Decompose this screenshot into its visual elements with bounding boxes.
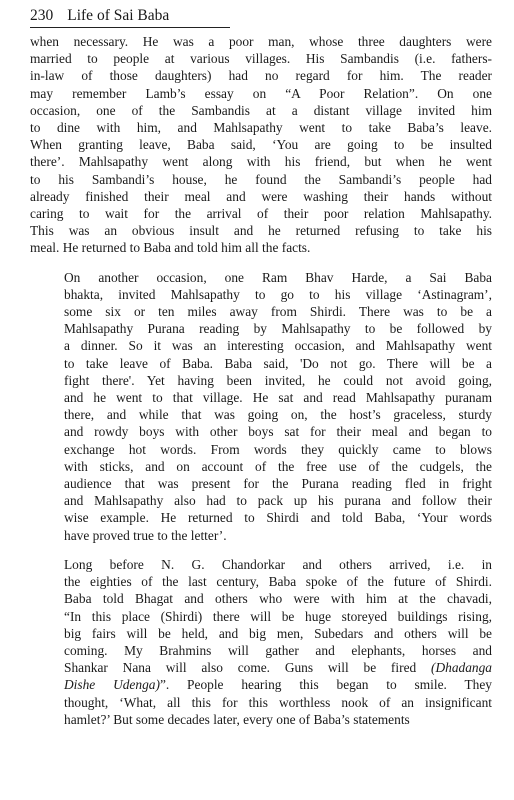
text-run: Baba told Bhagat and others who were with him at the chavadi, [64,591,492,607]
text-run: thought, ‘What, all this for this worthless nook of an insignificant [64,694,492,710]
text-run: to dine with him, and Mahlsapathy went to take Baba’s leave. [30,120,492,136]
text-line [30,171,492,188]
text-line [30,492,492,509]
text-run: When granting leave, Baba said, ‘You are going to be insulted [30,137,492,153]
text-line [30,33,492,50]
text-line [30,372,492,389]
text-line [30,286,492,303]
text-line [30,441,492,458]
text-run: coming. My Brahmins will gather and elephants, horses and [64,642,492,658]
text-run: big fairs will be held, and big men, Subedars and others will be [64,625,492,641]
text-run: fight there'. Yet having been invited, he could not avoid going, [64,372,492,388]
text-run: Long before N. G. Chandorkar and others arrived, i.e. in [64,556,492,572]
text-line [30,676,492,693]
text-run: in-law of those daughters) had no regard for him. The reader [30,68,492,84]
text-line [30,556,492,573]
running-title: Life of Sai Baba [67,7,170,24]
text-line [30,527,492,544]
text-line [30,458,492,475]
text-run: with sticks, and on account of the free use of the cudgels, the [64,458,492,474]
text-run: occasion, one of the Sambandis at a distant village invited him [30,102,492,118]
text-line [30,694,492,711]
text-run: to his Sambandi’s house, he found the Sambandi’s people had [30,171,492,187]
text-run: and he went to that village. He sat and read Mahlsapathy puranam [64,390,492,406]
text-line [30,573,492,590]
paragraph [30,556,492,728]
text-run: have proved true to the letter’. [64,527,227,543]
text-run: some six or ten miles away from Shirdi. There was to be a [64,304,492,320]
text-line [30,608,492,625]
text-run: when necessary. He was a poor man, whose three daughters were [30,34,492,49]
text-run: to take leave of Baba. Baba said, 'Do not go. There will be a [64,355,492,371]
text-run: hamlet?’ But some decades later, every one of Baba’s statements [64,711,410,727]
text-line [30,509,492,526]
text-line [30,269,492,286]
text-line [30,642,492,659]
text-line [30,406,492,423]
text-run: and Mahlsapathy also had to pack up his purana and follow their [64,493,492,509]
text-line [30,188,492,205]
text-line [30,659,492,676]
text-line [30,67,492,84]
text-line [30,625,492,642]
text-run: Mahlsapathy Purana reading by Mahlsapathy to be followed by [64,321,492,337]
text-run: Shankar Nana will also come. Guns will be fired [64,660,431,676]
text-run: a dinner. So it was an interesting occasion, and Mahlsapathy went [64,338,492,354]
text-run: caring to wait for the arrival of their poor relation Mahlsapathy. [30,206,492,222]
text-run: exchange hot words. From words they quickly came to blows [64,441,492,457]
text-run: Dishe Udenga) [64,677,160,693]
text-line [30,303,492,320]
text-line [30,205,492,222]
text-run: bhakta, invited Mahlsapathy to go to his village ‘Astinagram’, [64,286,492,302]
paragraph [30,269,492,544]
text-line [30,711,492,728]
text-line [30,85,492,102]
text-line [30,423,492,440]
text-run: there’. Mahlsapathy went along with his friend, but when he went [30,154,492,170]
text-line [30,389,492,406]
text-line [30,50,492,67]
text-line [30,239,492,256]
text-line [30,102,492,119]
text-run: already finished their meal and were washing their hands without [30,188,492,204]
text-run: (Dhadanga [431,660,492,676]
text-run: and rowdy boys with other boys sat for their meal and began to [64,424,492,440]
text-run: may remember Lamb’s essay on “A Poor Relation”. On one [30,85,492,101]
text-run: there, and while that was going on, the host’s graceless, sturdy [64,407,492,423]
text-line [30,590,492,607]
page-header [30,6,492,26]
text-run: This was an obvious insult and he returned refusing to take his [30,223,492,239]
text-run: On another occasion, one Ram Bhav Harde, a Sai Baba [64,269,492,285]
text-run: meal. He returned to Baba and told him all the facts. [30,240,311,256]
text-line [30,475,492,492]
text-run: audience that was present for the Purana reading fled in fright [64,476,492,492]
text-run: the eighties of the last century, Baba spoke of the future of Shirdi. [64,574,492,590]
page-number: 230 [30,7,54,24]
text-line [30,320,492,337]
text-run: married to people at various villages. His Sambandis (i.e. fathers- [30,51,492,67]
body-text [30,33,492,728]
text-line [30,136,492,153]
text-line [30,355,492,372]
text-line [30,222,492,239]
paragraph [30,33,492,257]
text-line [30,337,492,354]
text-line [30,119,492,136]
text-line [30,153,492,170]
text-run: ”. People hearing this began to smile. They [159,677,493,693]
text-run: “In this place (Shirdi) there will be huge storeyed buildings rising, [64,608,492,624]
header-rule [30,27,230,28]
text-run: wise example. He returned to Shirdi and told Baba, ‘Your words [64,510,492,526]
